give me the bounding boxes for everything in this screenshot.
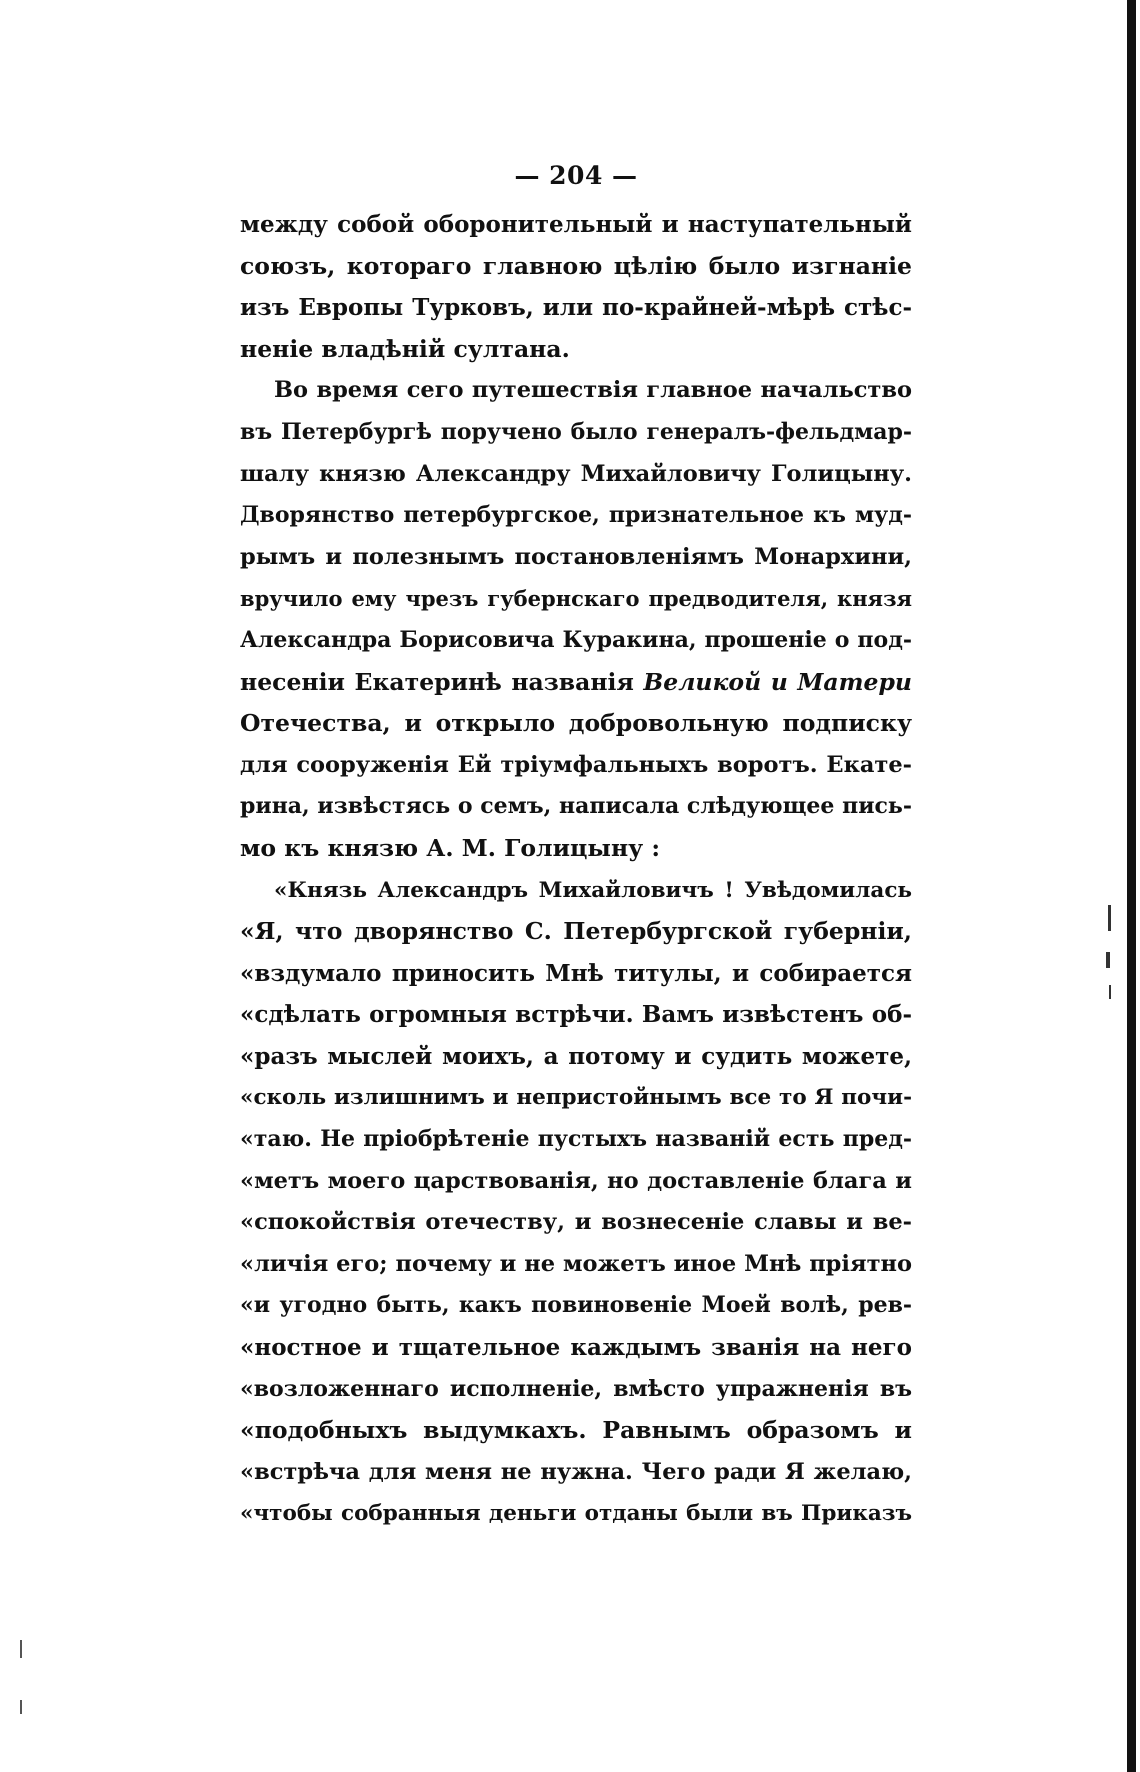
text-line: рина, извѣстясь о семъ, написала слѣдующее пись- [240,793,912,820]
text-line: «и угодно быть, какъ повиновеніе Моей волѣ, рев- [240,1292,912,1319]
text-line: «метъ моего царствованія, но доставленіе блага и [240,1167,912,1194]
text-line: «возложеннаго исполненіе, вмѣсто упражненія въ [240,1375,912,1402]
text-line: «вздумало приносить Мнѣ титулы, и собирается [240,959,912,987]
text-segment: несеніи Екатеринѣ названія [240,667,634,696]
paragraph-1 [240,204,912,370]
text-column [240,160,912,1535]
text-line: «подобныхъ выдумкахъ. Равнымъ образомъ и [240,1416,912,1445]
text-line: «Я, что дворянство С. Петербургской губерніи, [240,917,912,946]
text-line: союзъ, котораго главною цѣлію было изгнаніе [240,251,912,280]
text-line: вручило ему чрезъ губернскаго предводителя, князя [240,586,912,612]
text-line: «личія его; почему и не можетъ иное Мнѣ пріятно [240,1250,912,1277]
text-line: «таю. Не пріобрѣтеніе пустыхъ названій есть пред- [240,1126,912,1153]
edge-mark [1109,985,1111,999]
text-line: Отечества, и открыло добровольную подписку [240,709,912,738]
text-line: «сколь излишнимъ и непристойнымъ все то Я почи- [240,1085,912,1111]
text-line: рымъ и полезнымъ постановленіямъ Монархини, [240,543,912,570]
text-line: Александра Борисовича Куракина, прошеніе о под- [240,626,912,653]
text-line: Во время сего путешествія главное начальство [274,377,912,404]
paragraph-3-letter [240,870,912,1536]
text-line-mixed [240,662,912,704]
text-line: неніе владѣній султана. [240,334,570,363]
paragraph-2 [240,370,912,869]
margin-speck [20,1640,22,1658]
text-line: изъ Европы Турковъ, или по-крайней-мѣрѣ стѣс- [240,294,912,322]
text-line: «сдѣлать огромныя встрѣчи. Вамъ извѣстенъ об- [240,1001,912,1029]
text-line: для сооруженія Ей тріумфальныхъ воротъ. Екате- [240,751,912,778]
page-number: — 204 — [514,161,638,190]
margin-speck [20,1700,22,1714]
page-edge-shadow [1127,0,1136,1772]
text-line: Дворянство петербургское, признательное къ муд- [240,502,912,529]
text-line: въ Петербургѣ поручено было генералъ-фельдмар- [240,418,912,445]
text-line: «чтобы собранныя деньги отданы были въ Приказъ [240,1501,912,1527]
edge-mark [1108,905,1111,931]
text-line: шалу князю Александру Михайловичу Голицыну. [240,460,912,487]
text-line: между собой оборонительный и наступательный [240,211,912,238]
text-line: мо къ князю А. М. Голицыну : [240,833,661,862]
text-line: «встрѣча для меня не нужна. Чего ради Я желаю, [240,1458,912,1485]
edge-mark [1106,952,1110,968]
text-line: «Князь Александръ Михайловичъ ! Увѣдомилась [274,877,912,903]
text-line: «ностное и тщательное каждымъ званія на него [240,1334,912,1362]
italic-title: Великой и Матери [643,667,912,696]
text-line: «разъ мыслей моихъ, а потому и судить можете, [240,1042,912,1070]
text-line: «спокойствія отечеству, и вознесеніе славы и ве- [240,1209,912,1236]
